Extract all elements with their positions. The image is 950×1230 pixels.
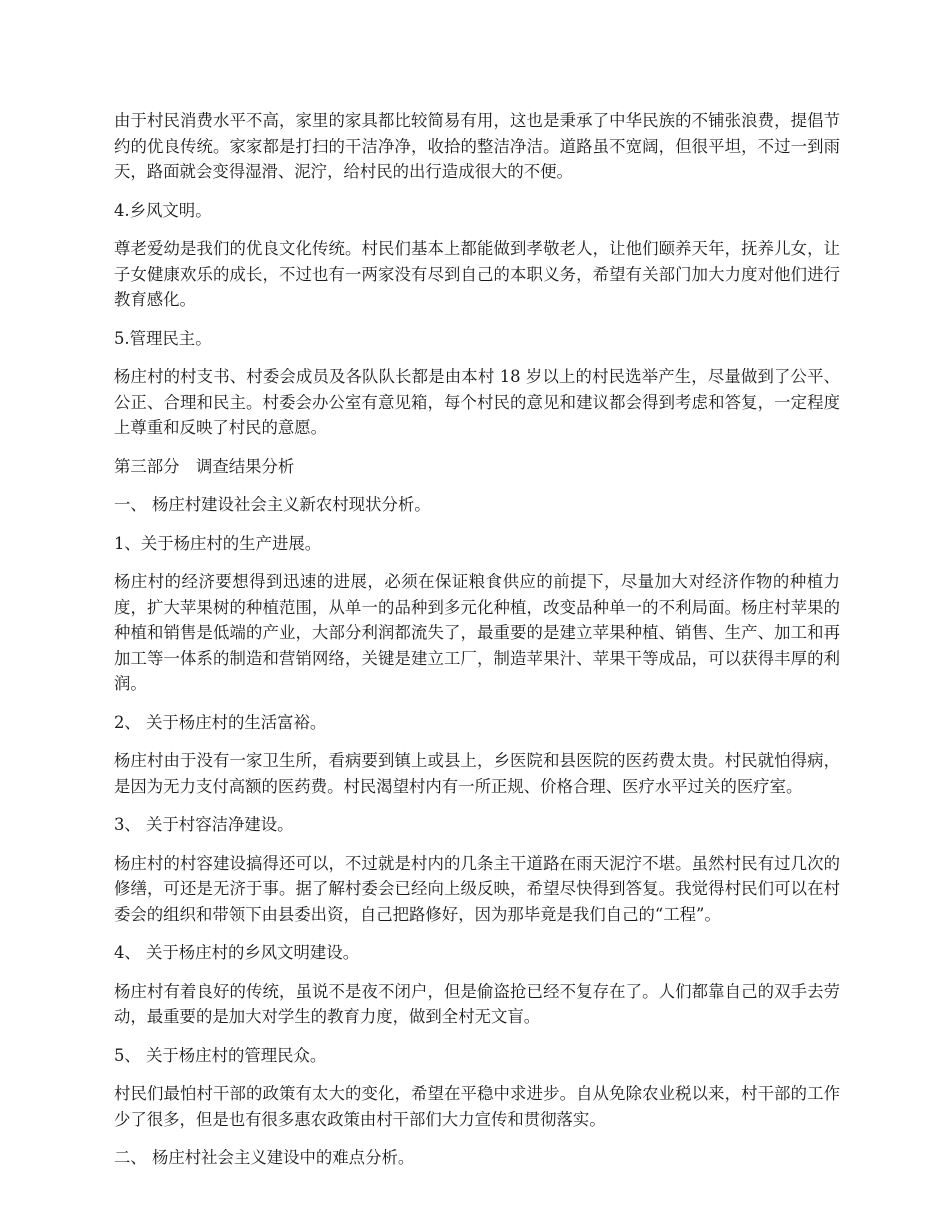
- heading-rural-civility: 4.乡风文明。: [114, 200, 212, 220]
- paragraph-apple-industry: 杨庄村的经济要想得到迅速的进展，必须在保证粮食供应的前提下，尽量加大对经济作物的种植力度，扩大苹果树的种植范围，从单一的品种到多元化种植，改变品种单一的不利局面。杨庄村苹果的种植和销售是低端的产业，大部分利润都流失了，最重要的是建立苹果种植、销售、生产、加工和再加工等一体系的制造和营销网络，关键是建立工厂，制造苹果汁、苹果干等成品，可以获得丰厚的利润。: [114, 572, 840, 693]
- heading-civility-construction: 4、 关于杨庄村的乡风文明建设。: [114, 943, 360, 962]
- heading-section-two: 二、 杨庄村社会主义建设中的难点分析。: [114, 1148, 415, 1167]
- paragraph-good-traditions: 杨庄村有着良好的传统，虽说不是夜不闭户，但是偷盗抢已经不复存在了。人们都靠自己的双手去劳动，最重要的是加大对学生的教育力度，做到全村无文盲。: [114, 981, 840, 1026]
- heading-prosperity: 2、 关于杨庄村的生活富裕。: [114, 712, 327, 732]
- heading-production: 1、关于杨庄村的生产进展。: [114, 533, 322, 553]
- document-page: [114, 108, 840, 1184]
- heading-democratic-management: 5.管理民主。: [114, 328, 212, 348]
- heading-part-three: 第三部分 调查结果分析: [114, 456, 295, 476]
- paragraph-household-roads: 由于村民消费水平不高，家里的家具都比较简易有用，这也是秉承了中华民族的不铺张浪费，提倡节约的优良传统。家家都是打扫的干洁净净，收拾的整洁净洁。道路虽不宽阔，但很平坦，不过一到雨天，路面就会变得湿滑、泥泞，给村民的出行造成很大的不便。: [114, 111, 840, 181]
- paragraph-road-repair: 杨庄村的村容建设搞得还可以，不过就是村内的几条主干道路在雨天泥泞不堪。虽然村民有过几次的修缮，可还是无济于事。据了解村委会已经向上级反映，希望尽快得到答复。我觉得村民们可以在村委会的组织和带领下由县委出资，自己把路修好，因为那毕竟是我们自己的“工程”。: [114, 853, 840, 924]
- paragraph-village-election: 杨庄村的村支书、村委会成员及各队队长都是由本村 18 岁以上的村民选举产生，尽量做到了公平、公正、合理和民主。村委会办公室有意见箱，每个村民的意见和建议都会得到考虑和答复，一定程度上尊重和反映了村民的意愿。: [114, 367, 840, 437]
- heading-section-one: 一、 杨庄村建设社会主义新农村现状分析。: [114, 495, 431, 514]
- heading-management: 5、 关于杨庄村的管理民众。: [114, 1045, 327, 1065]
- heading-village-cleanliness: 3、 关于村容洁净建设。: [114, 815, 294, 834]
- paragraph-respect-elders: 尊老爱幼是我们的优良文化传统。村民们基本上都能做到孝敬老人，让他们颐养天年，抚养儿女，让子女健康欢乐的成长，不过也有一两家没有尽到自己的本职义务，希望有关部门加大力度对他们进行教育感化。: [114, 239, 840, 309]
- paragraph-medical-care: 杨庄村由于没有一家卫生所，看病要到镇上或县上，乡医院和县医院的医药费太贵。村民就怕得病，是因为无力支付高额的医药费。村民渴望村内有一所正规、价格合理、医疗水平过关的医疗室。: [114, 751, 840, 796]
- paragraph-policy-stability: 村民们最怕村干部的政策有太大的变化，希望在平稳中求进步。自从免除农业税以来，村干部的工作少了很多，但是也有很多惠农政策由村干部们大力宣传和贯彻落实。: [114, 1084, 840, 1129]
